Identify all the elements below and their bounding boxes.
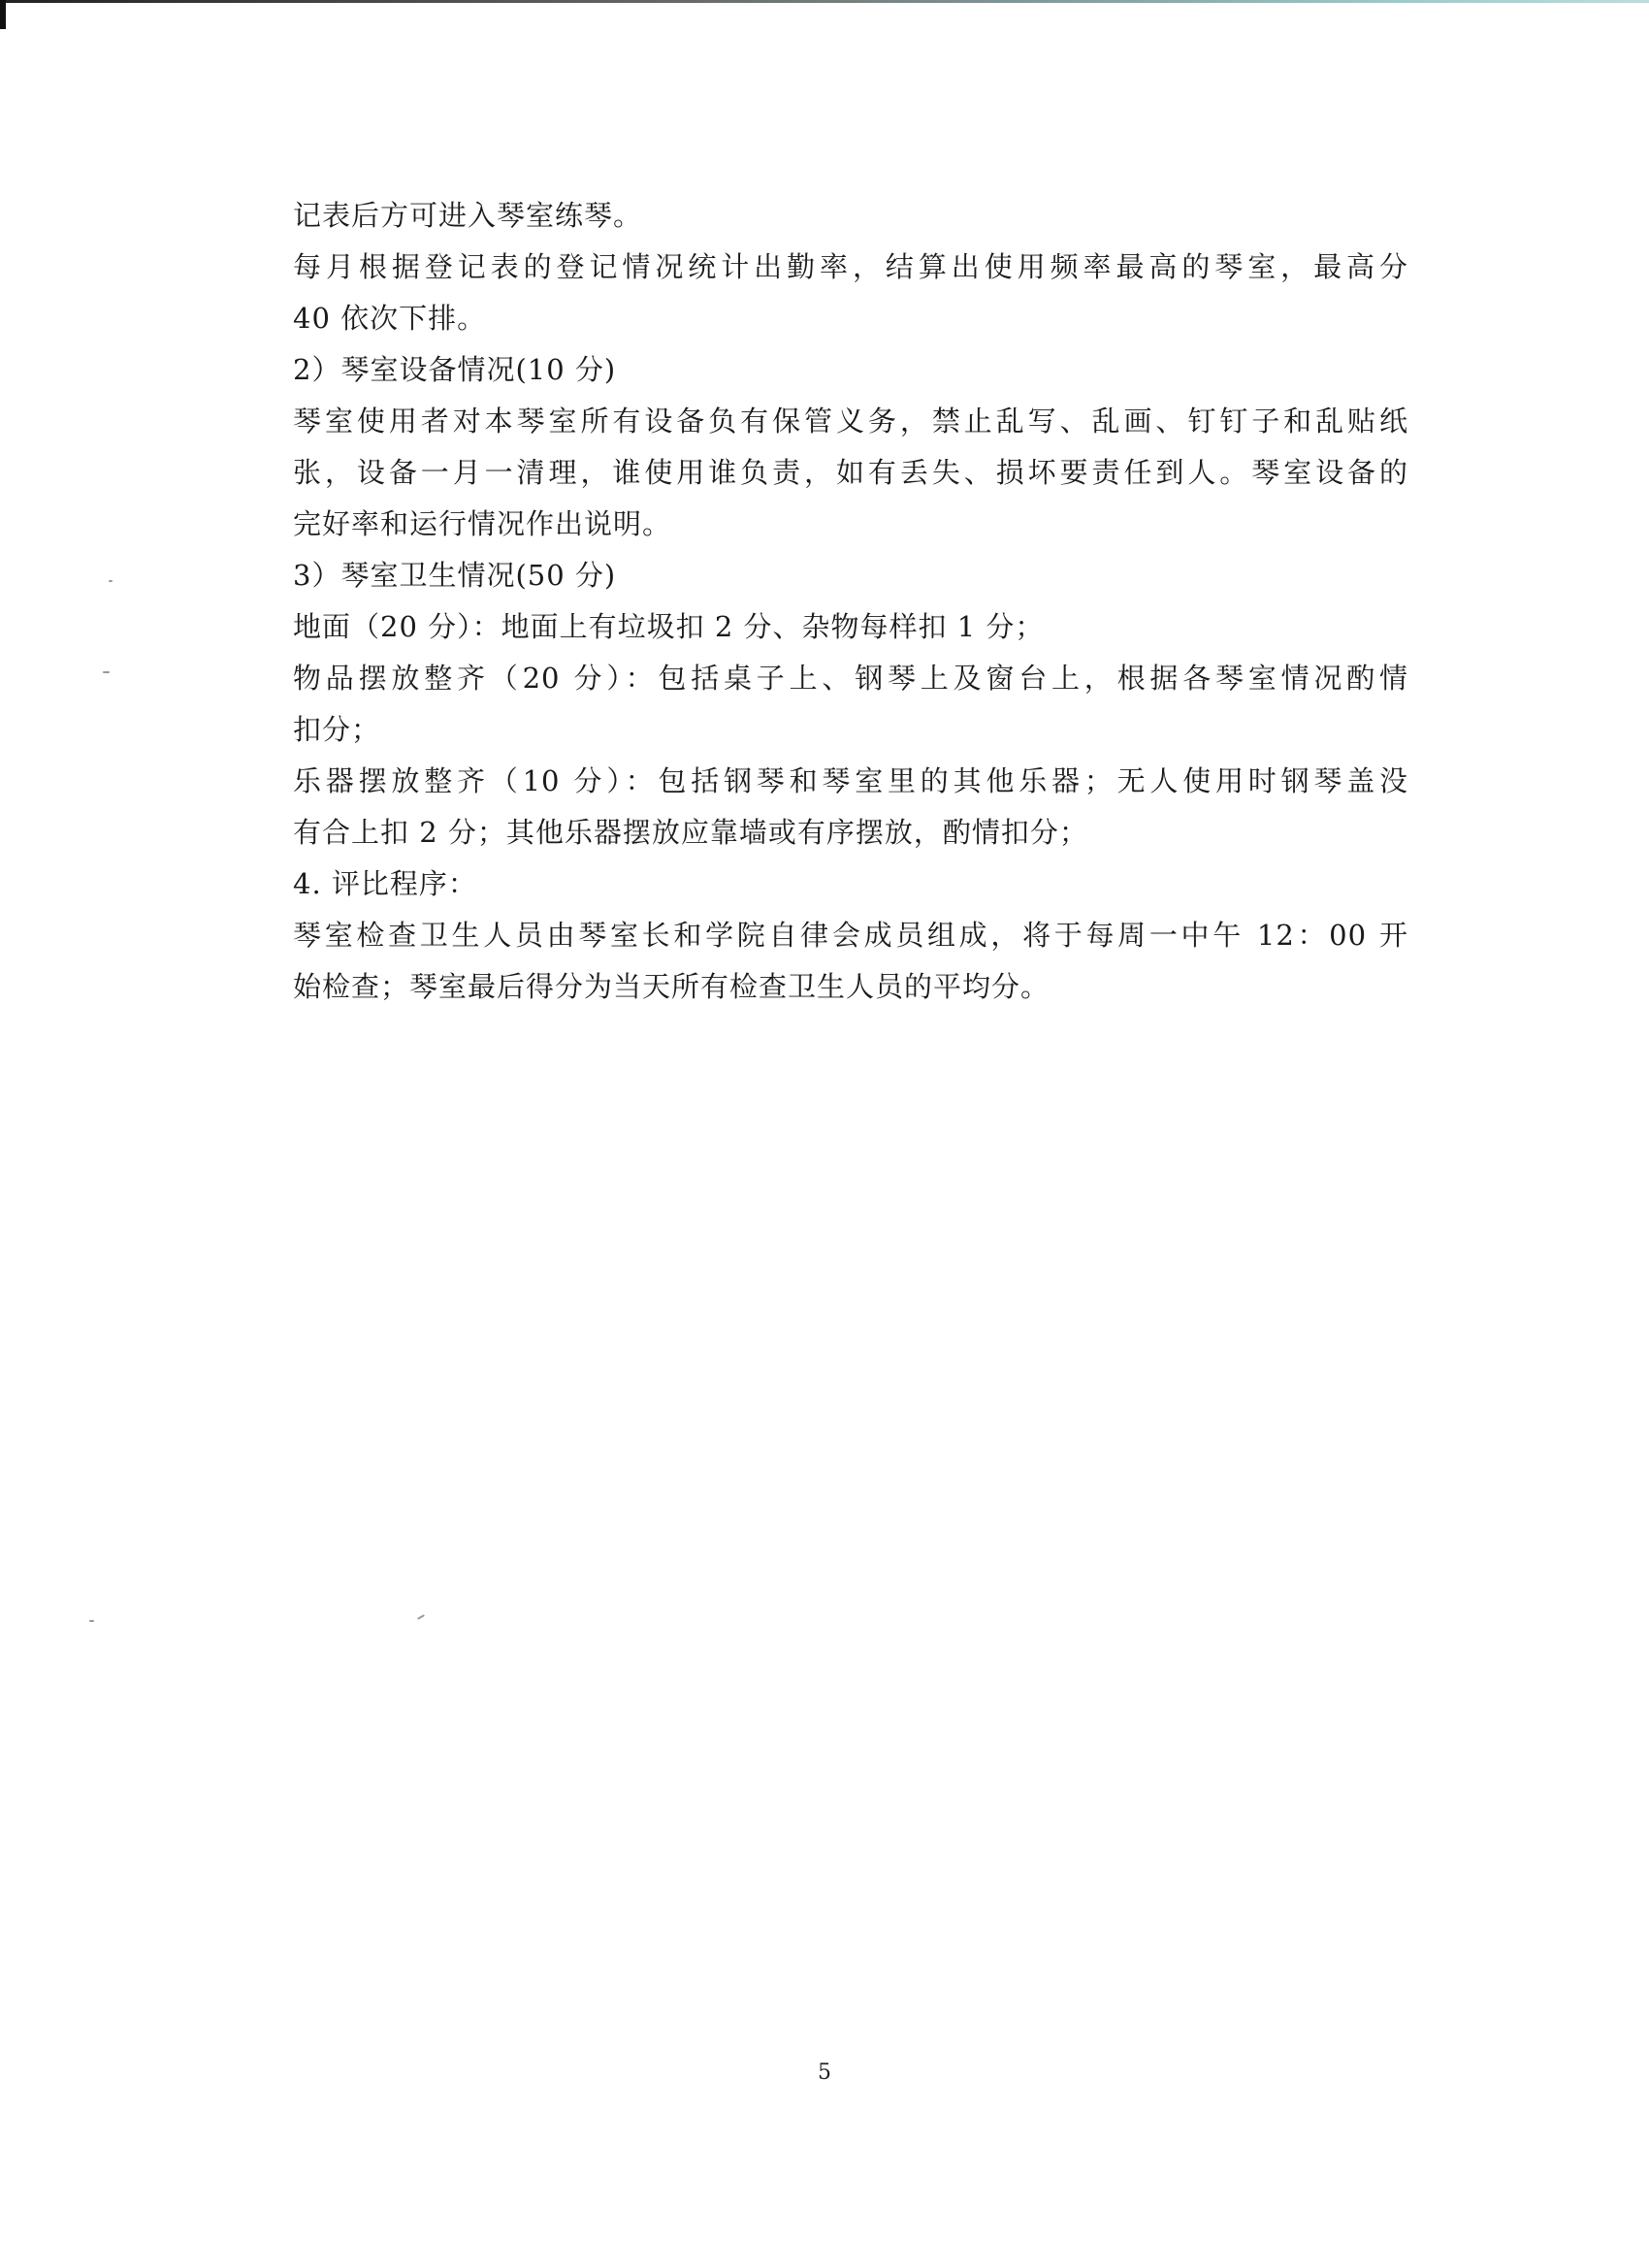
text-line: 乐器摆放整齐（10 分）：包括钢琴和琴室里的其他乐器；无人使用时钢琴盖没 — [293, 764, 1408, 797]
text-line: 琴室检查卫生人员由琴室长和学院自律会成员组成，将于每周一中午 12：00 开 — [293, 919, 1408, 952]
text-line: 扣分； — [293, 713, 381, 746]
text-line: 地面（20 分）：地面上有垃圾扣 2 分、杂物每样扣 1 分； — [293, 610, 1045, 643]
scan-speck — [109, 580, 113, 582]
text-line: 物品摆放整齐（20 分）：包括桌子上、钢琴上及窗台上，根据各琴室情况酌情 — [293, 662, 1408, 695]
scan-speck — [89, 1620, 94, 1622]
text-line: 每月根据登记表的登记情况统计出勤率，结算出使用频率最高的琴室，最高分 — [293, 250, 1408, 283]
scan-speck — [103, 671, 110, 673]
text-line: 张，设备一月一清理，谁使用谁负责，如有丢失、损坏要责任到人。琴室设备的 — [293, 456, 1408, 489]
scan-edge-top — [0, 0, 1649, 3]
text-line: 记表后方可进入琴室练琴。 — [293, 199, 643, 232]
document-body — [293, 190, 1408, 1013]
text-line: 始检查；琴室最后得分为当天所有检查卫生人员的平均分。 — [293, 970, 1051, 1003]
text-line: 40 依次下排。 — [293, 302, 487, 335]
section-heading: 4. 评比程序： — [293, 867, 477, 900]
text-line: 完好率和运行情况作出说明。 — [293, 507, 672, 540]
scan-speck — [417, 1614, 425, 1620]
scan-edge-left — [0, 0, 6, 29]
text-line: 有合上扣 2 分；其他乐器摆放应靠墙或有序摆放，酌情扣分； — [293, 816, 1088, 849]
section-heading: 2）琴室设备情况(10 分) — [293, 353, 617, 386]
text-line: 琴室使用者对本琴室所有设备负有保管义务，禁止乱写、乱画、钉钉子和乱贴纸 — [293, 405, 1408, 437]
page-number: 5 — [818, 2060, 831, 2085]
section-heading: 3）琴室卫生情况(50 分) — [293, 559, 617, 592]
